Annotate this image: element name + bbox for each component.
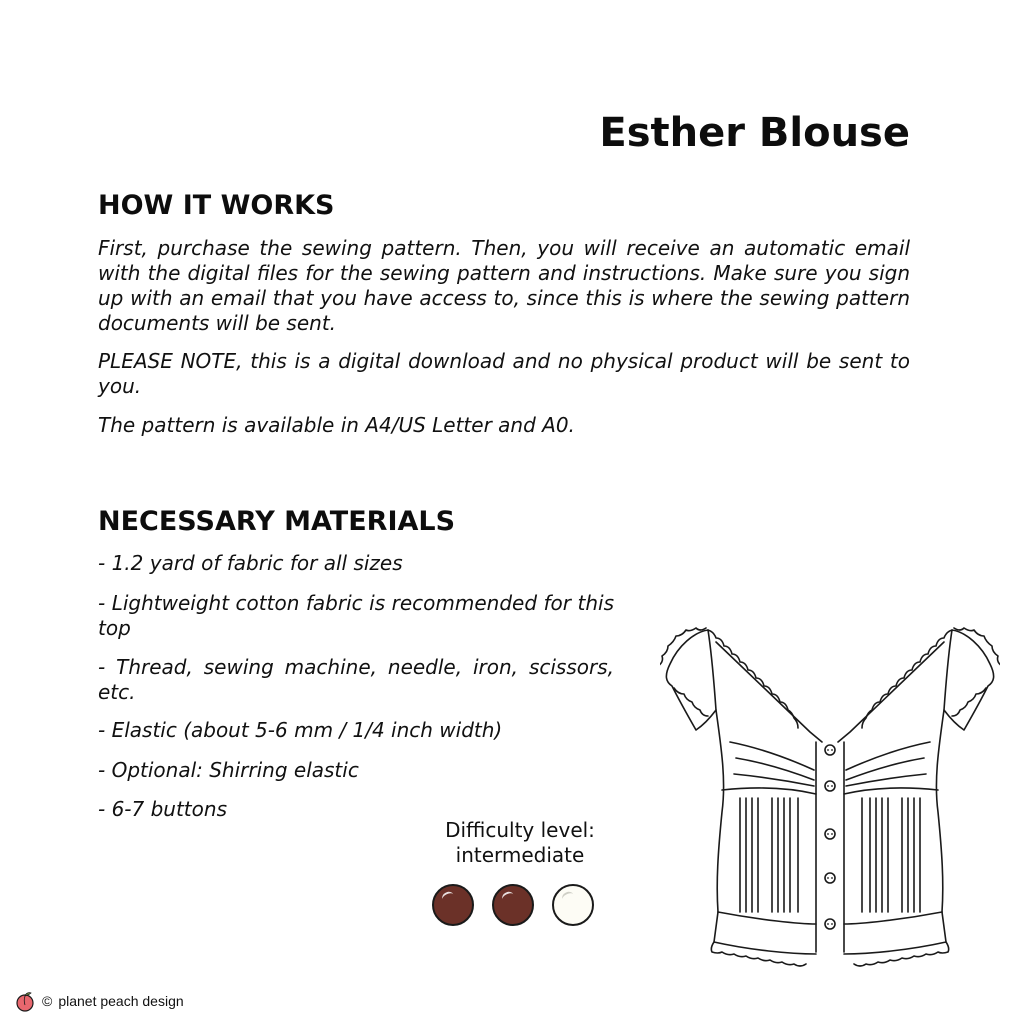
dot-shine bbox=[560, 890, 575, 904]
dot-shine bbox=[500, 890, 515, 904]
difficulty-dot-empty bbox=[552, 884, 594, 926]
right-sleeve bbox=[944, 630, 994, 730]
materials-heading: NECESSARY MATERIALS bbox=[98, 506, 456, 537]
list-item: - Lightweight cotton fabric is recommended for this top bbox=[98, 591, 614, 640]
list-item: - 1.2 yard of fabric for all sizes bbox=[98, 551, 403, 575]
blouse-buttons bbox=[825, 745, 835, 929]
list-item: - Elastic (about 5-6 mm / 1/4 inch width) bbox=[98, 718, 503, 742]
how-it-works-paragraph: First, purchase the sewing pattern. Then, you will receive an automatic email with the digital files for the sewing pattern and instructions. Make sure you sign up with an email that you have access to, since this is where the sewing pattern documents will be sent. bbox=[98, 236, 910, 335]
brand-name: planet peach design bbox=[58, 993, 184, 1009]
footer bbox=[14, 990, 184, 1012]
left-sleeve bbox=[666, 630, 716, 730]
difficulty-dot-filled bbox=[432, 884, 474, 926]
note-paragraph: PLEASE NOTE, this is a digital download and no physical product will be sent to you. bbox=[98, 349, 910, 398]
how-it-works-heading: HOW IT WORKS bbox=[98, 190, 335, 221]
difficulty-label bbox=[420, 818, 620, 868]
list-item: - Thread, sewing machine, needle, iron, scissors, etc. bbox=[98, 655, 614, 704]
difficulty-dot-filled bbox=[492, 884, 534, 926]
difficulty-label-line1: Difficulty level: bbox=[445, 818, 595, 842]
copyright-symbol: © bbox=[42, 993, 53, 1009]
difficulty-rating bbox=[432, 884, 602, 930]
blouse-technical-drawing bbox=[660, 612, 1000, 972]
list-item: - Optional: Shirring elastic bbox=[98, 758, 359, 782]
list-item: - 6-7 buttons bbox=[98, 797, 227, 821]
peach-icon bbox=[14, 990, 36, 1012]
page-title: Esther Blouse bbox=[599, 110, 910, 156]
difficulty-label-line2: intermediate bbox=[455, 843, 585, 867]
format-paragraph: The pattern is available in A4/US Letter and A0. bbox=[98, 413, 575, 437]
dot-shine bbox=[440, 890, 455, 904]
